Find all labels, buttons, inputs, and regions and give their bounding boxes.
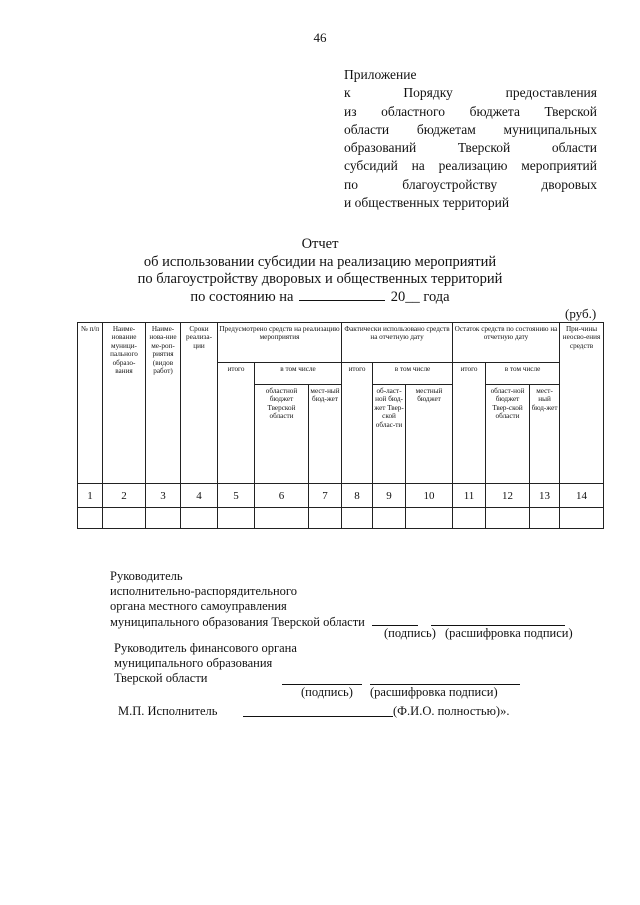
appendix-line: области бюджетам муниципальных xyxy=(344,121,597,137)
signature-blank xyxy=(372,615,418,626)
head-signature-block xyxy=(110,569,565,630)
header-total: итого xyxy=(453,363,486,484)
header-used: Фактически использовано средств на отчетную дату xyxy=(342,323,453,363)
appendix-note xyxy=(344,66,597,212)
report-title-line: об использовании субсидии на реализацию мероприятий xyxy=(143,253,497,270)
header-local-budget: мест-ный бюд-жет xyxy=(530,385,560,484)
currency-unit: (руб.) xyxy=(565,306,597,321)
appendix-line: из областного бюджета Тверской xyxy=(344,103,597,119)
header-regional-budget: об-ласт-ной бюд-жет Твер-ской облас-ти xyxy=(373,385,406,484)
table-cell xyxy=(406,508,453,529)
table-cell xyxy=(146,508,181,529)
decode-blank xyxy=(431,615,565,626)
column-number: 7 xyxy=(309,484,342,508)
column-number: 4 xyxy=(181,484,218,508)
header-including: в том числе xyxy=(373,363,453,385)
appendix-line: образований Тверской области xyxy=(344,140,597,156)
column-number: 11 xyxy=(453,484,486,508)
header-local-budget: местный бюджет xyxy=(406,385,453,484)
header-rest: Остаток средств по состоянию на отчетную дату xyxy=(453,323,560,363)
header-total: итого xyxy=(218,363,255,484)
table-cell xyxy=(181,508,218,529)
column-number: 5 xyxy=(218,484,255,508)
table-row xyxy=(78,508,604,529)
column-number: 9 xyxy=(373,484,406,508)
decode-blank xyxy=(370,674,520,685)
column-number: 8 xyxy=(342,484,373,508)
date-prefix: по состоянию на xyxy=(190,288,294,305)
table-cell xyxy=(78,508,103,529)
date-blank xyxy=(299,290,385,301)
column-number: 3 xyxy=(146,484,181,508)
column-number: 13 xyxy=(530,484,560,508)
appendix-line: по благоустройству дворовых xyxy=(344,176,597,192)
header-local-budget: мест-ный бюд-жет xyxy=(309,385,342,484)
header-including: в том числе xyxy=(486,363,560,385)
header-regional-budget: област-ной бюджет Твер-ской области xyxy=(486,385,530,484)
fio-label: (Ф.И.О. полностью)». xyxy=(393,704,510,718)
column-number: 1 xyxy=(78,484,103,508)
table-cell xyxy=(530,508,560,529)
table-cell xyxy=(453,508,486,529)
report-title-date-line xyxy=(0,289,640,307)
report-title-line: Отчет xyxy=(301,236,339,252)
report-table xyxy=(77,322,604,529)
sign-label: (подпись) xyxy=(384,626,436,640)
header-planned: Предусмотрено средств на реализацию мероприятия xyxy=(218,323,342,363)
executor-line xyxy=(118,704,217,719)
finance-signature-block xyxy=(114,641,297,687)
report-title xyxy=(0,236,640,306)
column-number: 6 xyxy=(255,484,309,508)
date-year: 20__ года xyxy=(390,288,450,305)
signature-text: муниципального образования Тверской области xyxy=(110,614,365,629)
header-num: № п/п xyxy=(78,323,103,484)
appendix-line: Приложение xyxy=(344,67,417,82)
column-number: 14 xyxy=(560,484,604,508)
page-number: 46 xyxy=(313,30,327,45)
header-regional-budget: областной бюджет Тверской области xyxy=(255,385,309,484)
signature-line: Руководитель финансового органа xyxy=(114,641,297,655)
column-number: 10 xyxy=(406,484,453,508)
table-cell xyxy=(560,508,604,529)
column-number-row xyxy=(78,484,604,508)
header-municipality: Наиме-нование муници-пального образо-вания xyxy=(103,323,146,484)
appendix-line: к Порядку предоставления xyxy=(344,85,597,101)
header-reasons: При-чины неосво-ения средств xyxy=(560,323,604,484)
column-number: 2 xyxy=(103,484,146,508)
appendix-line: субсидий на реализацию мероприятий xyxy=(344,158,597,174)
table-cell xyxy=(103,508,146,529)
table-cell xyxy=(486,508,530,529)
table-header-row xyxy=(78,323,604,363)
signature-blank xyxy=(282,674,362,685)
seal-executor-label: М.П. Исполнитель xyxy=(118,704,218,718)
header-including: в том числе xyxy=(255,363,342,385)
header-total: итого xyxy=(342,363,373,484)
signature-line: исполнительно-распорядительного xyxy=(110,584,297,599)
decode-label: (расшифровка подписи) xyxy=(445,626,573,640)
header-terms: Сроки реализа-ции xyxy=(181,323,218,484)
sign-label: (подпись) xyxy=(301,685,353,699)
column-number: 12 xyxy=(486,484,530,508)
decode-label: (расшифровка подписи) xyxy=(370,685,498,699)
appendix-line: и общественных территорий xyxy=(344,195,510,211)
executor-blank xyxy=(243,706,393,717)
table-cell xyxy=(342,508,373,529)
table-cell xyxy=(373,508,406,529)
report-title-line: по благоустройству дворовых и общественных территорий xyxy=(137,271,503,288)
table-cell xyxy=(218,508,255,529)
header-event: Наиме-нова-ние ме-роп-риятия (видов работ) xyxy=(146,323,181,484)
signature-line: Руководитель xyxy=(110,569,183,583)
signature-line: органа местного самоуправления xyxy=(110,599,287,614)
table-cell xyxy=(255,508,309,529)
table-cell xyxy=(309,508,342,529)
signature-line: муниципального образования xyxy=(114,656,273,671)
signature-line: Тверской области xyxy=(114,671,208,686)
